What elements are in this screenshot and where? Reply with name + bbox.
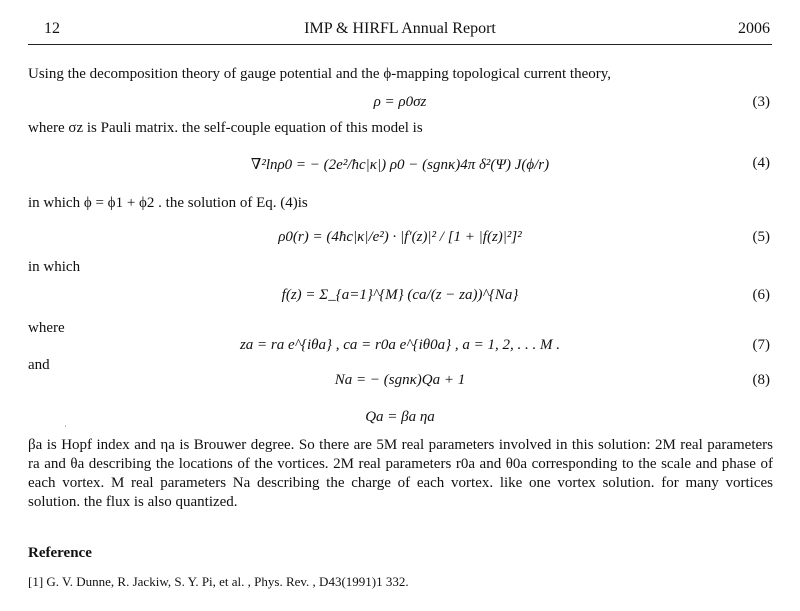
equation-7: za = ra e^{iθa} , ca = r0a e^{iθ0a} , a = 1, 2, . . . M .	[239, 337, 561, 353]
intro-line: Using the decomposition theory of gauge potential and the ϕ-mapping topological current theory,	[28, 66, 612, 82]
and-line: and	[28, 357, 50, 373]
header-rule	[28, 44, 772, 45]
pauli-line: where σz is Pauli matrix. the self-couple equation of this model is	[28, 120, 423, 136]
equation-4: ∇²lnρ0 = − (2e²/ħc|κ|) ρ0 − (sgnκ)4π δ²(Ψ) J(ϕ/r)	[250, 157, 550, 173]
page-number: 12	[44, 20, 60, 37]
equation-6: f(z) = Σ_{a=1}^{M} (ca/(z − za))^{Na}	[281, 287, 519, 303]
equation-7-number: (7)	[752, 337, 770, 353]
report-year: 2006	[738, 20, 770, 37]
equation-5-number: (5)	[752, 229, 770, 245]
equation-3-number: (3)	[752, 94, 770, 110]
equation-5: ρ0(r) = (4ħc|κ|/e²) · |f′(z)|² / [1 + |f(z)|²]²	[278, 229, 522, 245]
scan-speck: ·	[64, 421, 67, 431]
equation-8-number: (8)	[752, 372, 770, 388]
reference-item: [1] G. V. Dunne, R. Jackiw, S. Y. Pi, et al. , Phys. Rev. , D43(1991)1 332.	[28, 574, 409, 589]
equation-4-number: (4)	[752, 155, 770, 171]
where-line: where	[28, 320, 65, 336]
equation-8: Na = − (sgnκ)Qa + 1	[334, 372, 466, 388]
body-paragraph: βa is Hopf index and ηa is Brouwer degree. So there are 5M real parameters involved in this solution: 2M real parameters ra and θa describing the locations of the vortices. 2M real parameters r0a and θ0a corresponding to the scale and phase of each vortex. M real parameters Na describing the charge of each vortex. like one vortex solution. for many vortices solution. the flux is also quantized.	[28, 437, 773, 510]
phi-line: in which ϕ = ϕ1 + ϕ2 . the solution of Eq. (4)is	[28, 195, 308, 211]
equation-6-number: (6)	[752, 287, 770, 303]
equation-9: Qa = βa ηa	[365, 409, 435, 425]
running-title: IMP & HIRFL Annual Report	[304, 20, 496, 37]
reference-heading: Reference	[28, 545, 92, 561]
in-which-line: in which	[28, 259, 81, 275]
equation-3: ρ = ρ0σz	[373, 94, 427, 110]
